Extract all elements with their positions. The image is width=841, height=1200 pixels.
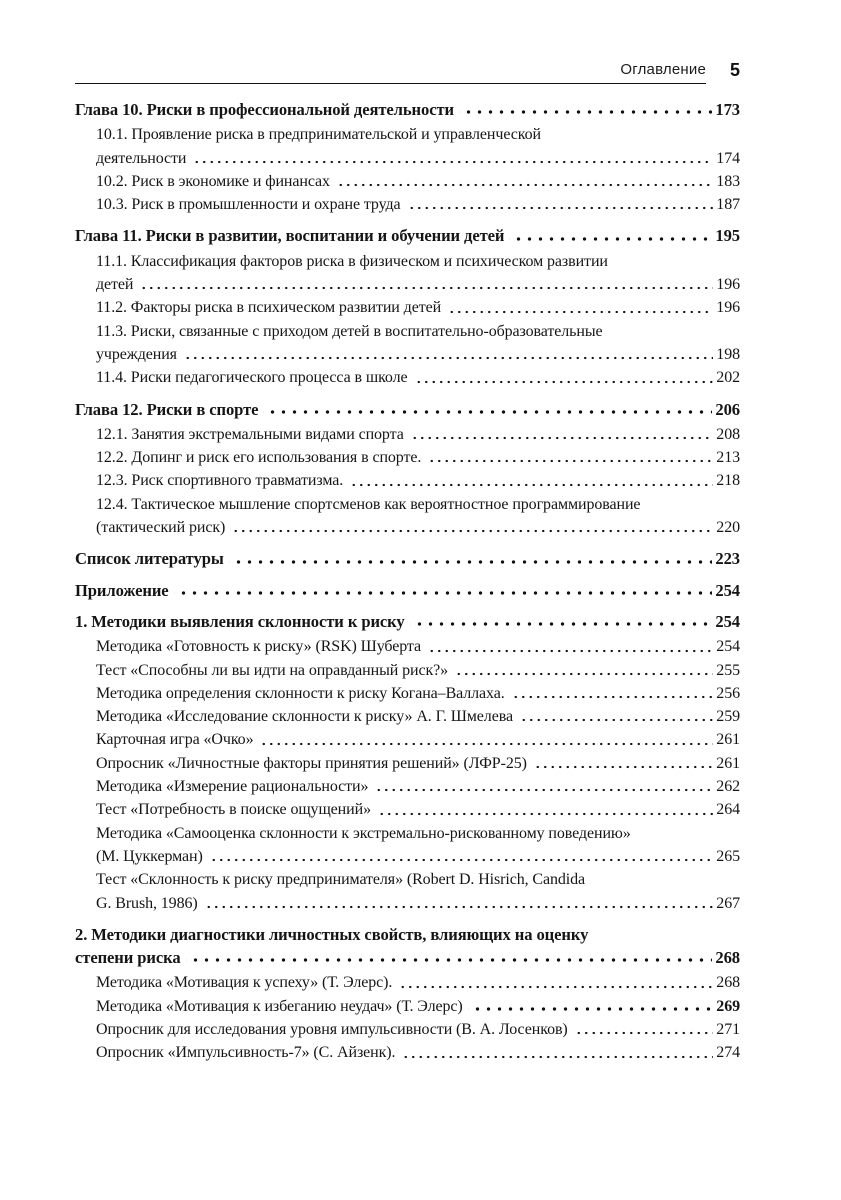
- toc-entry-row: [96, 1041, 740, 1064]
- toc-entry-page: 261: [716, 731, 740, 749]
- toc-entry-row: [96, 682, 740, 705]
- toc-entry-text: Методика «Мотивация к успеху» (Т. Элерс).: [96, 974, 393, 992]
- toc-entry: [75, 296, 740, 319]
- toc-entry-page: 271: [716, 1020, 740, 1038]
- toc-entry-page: 274: [716, 1044, 740, 1062]
- toc-entry-page: 265: [716, 847, 740, 865]
- toc-entry-text: Методика «Измерение рациональности»: [96, 778, 369, 796]
- toc-entry-text: Опросник «Личностные факторы принятия решений» (ЛФР-25): [96, 754, 527, 772]
- toc-entry-row: [96, 193, 740, 216]
- toc-entry-page: 206: [715, 399, 740, 419]
- running-title: Оглавление: [620, 61, 706, 78]
- toc-entry-row: [96, 469, 740, 492]
- toc-entry-text: 10.3. Риск в промышленности и охране труда: [96, 196, 401, 214]
- dot-leader: [335, 170, 713, 193]
- toc-entry-text: Глава 11. Риски в развитии, воспитании и обучении детей: [75, 226, 505, 246]
- dot-leader: [186, 946, 713, 969]
- toc-entry-page: 202: [716, 369, 740, 387]
- toc-entry: [75, 1041, 740, 1064]
- toc-entry-page: 267: [716, 894, 740, 912]
- toc-entry-row: [96, 423, 740, 446]
- toc-entry-text: Методика «Готовность к риску» (RSK) Шуберта: [96, 638, 421, 656]
- dot-leader: [468, 995, 717, 1018]
- dot-leader: [406, 193, 714, 216]
- toc-entry-row: [75, 547, 740, 570]
- dot-leader: [532, 752, 713, 775]
- toc-entry: [75, 775, 740, 798]
- toc-entry-text: степени риска: [75, 948, 181, 968]
- toc-entry-text: учреждения: [96, 345, 177, 363]
- dot-leader: [376, 798, 713, 821]
- toc-entry: [75, 398, 740, 421]
- toc-entry-text: Методика «Мотивация к избеганию неудач» (Т. Элерс): [96, 997, 463, 1015]
- toc-entry: [75, 123, 740, 170]
- toc-entry-row: [96, 971, 740, 994]
- toc-entry-page: 195: [715, 226, 740, 246]
- toc-entry-text: G. Brush, 1986): [96, 894, 198, 912]
- dot-leader: [229, 547, 713, 570]
- toc-entry-row: [96, 892, 740, 915]
- toc-entry-row: [96, 659, 740, 682]
- toc-entry-page: 269: [716, 997, 740, 1015]
- dot-leader: [426, 635, 713, 658]
- dot-leader: [573, 1018, 714, 1041]
- toc-entry-text: 10.2. Риск в экономике и финансах: [96, 172, 330, 190]
- toc-entry: [75, 822, 740, 869]
- toc-entry: [75, 635, 740, 658]
- toc-entry-text: деятельности: [96, 149, 187, 167]
- toc-entry-row: [96, 995, 740, 1018]
- toc-entry-row: [96, 752, 740, 775]
- toc-entry-text: Глава 12. Риски в спорте: [75, 399, 259, 419]
- dot-leader: [373, 775, 713, 798]
- toc-entry-page: 173: [715, 100, 740, 119]
- toc-entry-row: [96, 343, 740, 366]
- toc-entry-row: [96, 728, 740, 751]
- dot-leader: [400, 1041, 713, 1064]
- dot-leader: [263, 398, 712, 421]
- page-number: 5: [729, 60, 740, 80]
- toc-entry-page: 187: [716, 196, 740, 214]
- toc-entry: [75, 728, 740, 751]
- header-rule: [75, 61, 706, 84]
- toc-entry-row: [96, 296, 740, 319]
- toc-entry: [75, 320, 740, 367]
- toc-entry: [75, 469, 740, 492]
- content-column: [75, 60, 740, 1065]
- toc-entry: [75, 610, 740, 633]
- toc-entry-text: Карточная игра «Очко»: [96, 731, 254, 749]
- toc-entry: [75, 224, 740, 247]
- toc-entry: [75, 547, 740, 570]
- toc-entry-text: 10.1. Проявление риска в предпринимательской и управленческой: [96, 126, 541, 144]
- dot-leader: [182, 343, 713, 366]
- toc-entry-text: Список литературы: [75, 549, 224, 569]
- toc-entry: [75, 423, 740, 446]
- toc-entry-text: Методика определения склонности к риску Когана–Валлаха.: [96, 684, 505, 702]
- toc-entry-page: 208: [716, 425, 740, 443]
- toc-entry-page: 196: [716, 276, 740, 294]
- toc-entry-text: детей: [96, 276, 134, 294]
- dot-leader: [174, 579, 713, 602]
- toc-entry-row: [96, 1018, 740, 1041]
- toc-entry-page: 198: [716, 345, 740, 363]
- toc-entry: [75, 1018, 740, 1041]
- toc-entry-row: [96, 170, 740, 193]
- toc-entry: [75, 868, 740, 915]
- toc-entry-row: [75, 946, 740, 969]
- toc-entry: [75, 752, 740, 775]
- toc-entry-text: (М. Цуккерман): [96, 847, 203, 865]
- toc-entry: [75, 446, 740, 469]
- toc-entry: [75, 659, 740, 682]
- toc-entry-row: [96, 516, 740, 539]
- toc-entry-page: 261: [716, 754, 740, 772]
- toc-entry-text: 11.1. Классификация факторов риска в физическом и психическом развитии: [96, 252, 608, 270]
- toc-entry-text: 11.4. Риски педагогического процесса в школе: [96, 369, 408, 387]
- dot-leader: [426, 446, 713, 469]
- dot-leader: [410, 610, 713, 633]
- toc-entry-page: 262: [716, 778, 740, 796]
- toc-entry: [75, 995, 740, 1018]
- dot-leader: [191, 147, 713, 170]
- toc-entry-row: [96, 705, 740, 728]
- toc-entry-page: 264: [716, 801, 740, 819]
- toc-entry: [75, 682, 740, 705]
- toc-entry-text: 2. Методики диагностики личностных свойств, влияющих на оценку: [75, 924, 589, 944]
- dot-leader: [518, 705, 713, 728]
- toc-entry-text: Глава 10. Риски в профессиональной деятельности: [75, 100, 454, 119]
- toc-entry-row: [75, 98, 740, 121]
- toc-entry-text: Тест «Склонность к риску предпринимателя» (Robert D. Hisrich, Candida: [96, 871, 586, 889]
- toc-entry: [75, 250, 740, 297]
- dot-leader: [453, 659, 713, 682]
- toc-entry: [75, 493, 740, 540]
- toc-entry-row: [96, 366, 740, 389]
- dot-leader: [230, 516, 713, 539]
- dot-leader: [409, 423, 714, 446]
- dot-leader: [510, 682, 714, 705]
- toc-entry-text: Методика «Самооценка склонности к экстремально-рискованному поведению»: [96, 824, 631, 842]
- dot-leader: [138, 273, 713, 296]
- toc-entry: [75, 98, 740, 121]
- toc-entry-page: 254: [715, 611, 740, 631]
- toc-entry-page: 183: [716, 172, 740, 190]
- dot-leader: [203, 892, 714, 915]
- toc-entry-row: [96, 845, 740, 868]
- toc-entry: [75, 923, 740, 970]
- toc-entry-page: 256: [716, 684, 740, 702]
- toc-entry: [75, 971, 740, 994]
- toc-entry: [75, 579, 740, 602]
- toc-entry-row: [96, 147, 740, 170]
- toc-entry-text: Опросник «Импульсивность-7» (С. Айзенк).: [96, 1044, 396, 1062]
- toc-entry-row: [96, 446, 740, 469]
- toc-entry-row: [75, 398, 740, 421]
- toc-list: [75, 98, 740, 1065]
- toc-entry-text: 12.3. Риск спортивного травматизма.: [96, 472, 344, 490]
- dot-leader: [208, 845, 714, 868]
- toc-entry-row: [75, 610, 740, 633]
- toc-entry-text: 12.1. Занятия экстремальными видами спорта: [96, 425, 404, 443]
- toc-entry-text: Опросник для исследования уровня импульсивности (В. А. Лосенков): [96, 1020, 568, 1038]
- dot-leader: [459, 98, 712, 121]
- toc-entry-page: 254: [716, 638, 740, 656]
- dot-leader: [348, 469, 713, 492]
- toc-entry-page: 254: [715, 580, 740, 600]
- toc-entry-text: Тест «Потребность в поиске ощущений»: [96, 801, 371, 819]
- toc-entry-page: 223: [715, 549, 740, 569]
- toc-entry-page: 196: [716, 299, 740, 317]
- toc-entry-page: 268: [715, 948, 740, 968]
- toc-entry-page: 268: [716, 974, 740, 992]
- dot-leader: [509, 224, 712, 247]
- toc-entry-page: 255: [716, 661, 740, 679]
- toc-entry-text: 1. Методики выявления склонности к риску: [75, 611, 405, 631]
- page-header: [75, 60, 740, 84]
- toc-entry-page: 213: [716, 449, 740, 467]
- toc-entry-row: [96, 798, 740, 821]
- toc-entry: [75, 705, 740, 728]
- toc-entry-text: 12.4. Тактическое мышление спортсменов как вероятностное программирование: [96, 495, 641, 513]
- toc-entry-text: Приложение: [75, 580, 169, 600]
- toc-entry-row: [96, 775, 740, 798]
- toc-entry-page: 220: [716, 519, 740, 537]
- toc-entry-page: 174: [716, 149, 740, 167]
- dot-leader: [413, 366, 714, 389]
- toc-entry-page: 218: [716, 472, 740, 490]
- toc-entry-text: 12.2. Допинг и риск его использования в спорте.: [96, 449, 422, 467]
- toc-entry-row: [75, 224, 740, 247]
- toc-entry-row: [96, 273, 740, 296]
- toc-entry-row: [75, 579, 740, 602]
- dot-leader: [446, 296, 713, 319]
- toc-entry-text: Тест «Способны ли вы идти на оправданный риск?»: [96, 661, 449, 679]
- toc-entry: [75, 798, 740, 821]
- toc-entry: [75, 193, 740, 216]
- toc-entry-page: 259: [716, 708, 740, 726]
- toc-entry-text: (тактический риск): [96, 519, 226, 537]
- toc-entry-text: 11.2. Факторы риска в психическом развитии детей: [96, 299, 442, 317]
- toc-entry-text: Методика «Исследование склонности к риску» А. Г. Шмелева: [96, 708, 513, 726]
- toc-entry-text: 11.3. Риски, связанные с приходом детей в воспитательно-образовательные: [96, 322, 603, 340]
- toc-entry: [75, 170, 740, 193]
- dot-leader: [258, 728, 713, 751]
- toc-entry-row: [96, 635, 740, 658]
- toc-entry: [75, 366, 740, 389]
- dot-leader: [397, 971, 713, 994]
